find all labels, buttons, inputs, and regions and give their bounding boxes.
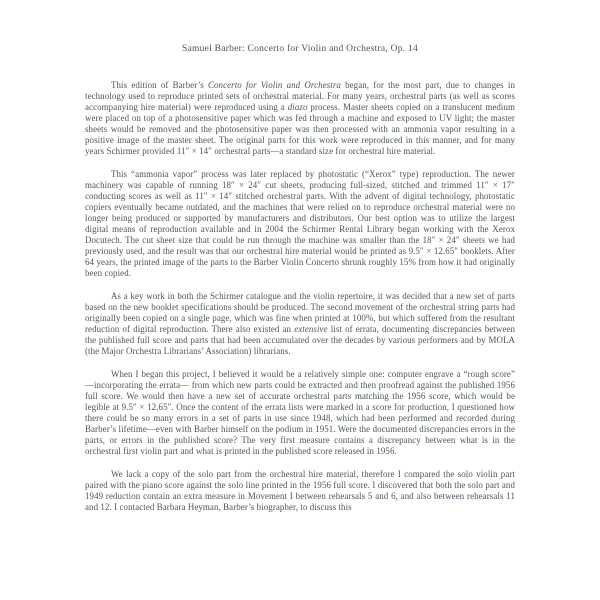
- text-run: This “ammonia vapor” process was later replaced by photostatic (“Xerox” type) reproduction. The newer machinery was capable of running 18″ × 24″ cut sheets, producing full-sized, stitched and trimmed 11″ × 17″ conducting scores as well as 11″ × 14″ stitched orchestral parts. With the advent of digital technology, photostatic copiers eventually became outdated, and the machines that were relied on to reproduce orchestral material were no longer being produced or supported by manufacturers and distributors. Our best option was to utilize the largest digital means of reproduction available and in 2004 the Schirmer Rental Library began working with the Xerox Docutech. The cut sheet size that could be run through the machine was smaller than the 18″ × 24″ sheets we had previously used, and the result was that our orchestral hire material would be printed as 9.5″ × 12.65″ booklets. After 64 years, the printed image of the parts to the Barber Violin Concerto shrunk roughly 15% from how it had originally been copied.: [85, 169, 515, 278]
- text-run: list of errata, documenting discrepancies between the published full score and parts that had been accumulated over the decades by various performers and by MOLA (the Major Orchestra Librarians’ Association) librarians.: [85, 324, 515, 356]
- page-title: Samuel Barber: Concerto for Violin and Orchestra, Op. 14: [182, 44, 418, 54]
- text-run: As a key work in both the Schirmer catalogue and the violin repertoire, it was decided that a new set of parts based on the new booklet specifications should be produced. The second movement of the orchestral string parts had originally been copied on a single page, which was fine when printed at 100%, but which suffered from the resultant reduction of digital reproduction. There also existed an: [85, 291, 515, 334]
- text-run: began, for the most part, due to changes in technology used to reproduce printed sets of orchestral material. For many years, orchestral parts (as well as scores accompanying hire material) were reproduced using a: [85, 80, 515, 112]
- text-run: When I began this project, I believed it would be a relatively simple one: computer engrave a “rough score” —incorporating the errata— from which new parts could be extracted and then proofread against the published 1956 full score. We would then have a new set of accurate orchestral parts matching the 1956 score, which would be legible at 9.5″ × 12.65″. Once the content of the errata lists were marked in a score for production, I questioned how there could be so many errors in a set of parts in use since 1948, which had been performed and recorded during Barber’s lifetime—even with Barber himself on the podium in 1951. Were the documented discrepancies errors in the parts, or errors in the published score? The very first measure contains a discrepancy between what is in the orchestral first violin part and what is printed in the published score released in 1956.: [85, 369, 515, 456]
- text-run: This edition of Barber’s: [111, 80, 208, 90]
- text-run: process. Master sheets copied on a translucent medium were placed on top of a photosensitive paper which was fed through a machine and exposed to UV light; the master sheets would be removed and the photosensitive paper was then processed with an ammonia vapor resulting in a positive image of the master sheet. The original parts for this work were reproduced in this manner, and for many years Schirmer provided 11″ × 14″ orchestral parts—a standard size for orchestral hire material.: [85, 102, 516, 156]
- paragraph: [85, 169, 515, 279]
- paragraph: [85, 291, 515, 357]
- italic-text-run: extensive: [294, 324, 328, 334]
- text-run: We lack a copy of the solo part from the orchestral hire material, therefore I compared the solo violin part paired with the piano score against the solo line printed in the 1956 full score. I discovered that both the solo part and 1949 reduction contain an extra measure in Movement I between rehearsals 5 and 6, and also between rehearsals 11 and 12. I contacted Barbara Heyman, Barber’s biographer, to discuss this: [85, 469, 515, 512]
- italic-text-run: diazo: [287, 102, 308, 112]
- paragraph: [85, 469, 515, 513]
- paragraph: [85, 80, 515, 157]
- document-body: [85, 80, 515, 513]
- italic-text-run: Concerto for Violin and Orchestra: [207, 80, 341, 90]
- paragraph: [85, 369, 515, 457]
